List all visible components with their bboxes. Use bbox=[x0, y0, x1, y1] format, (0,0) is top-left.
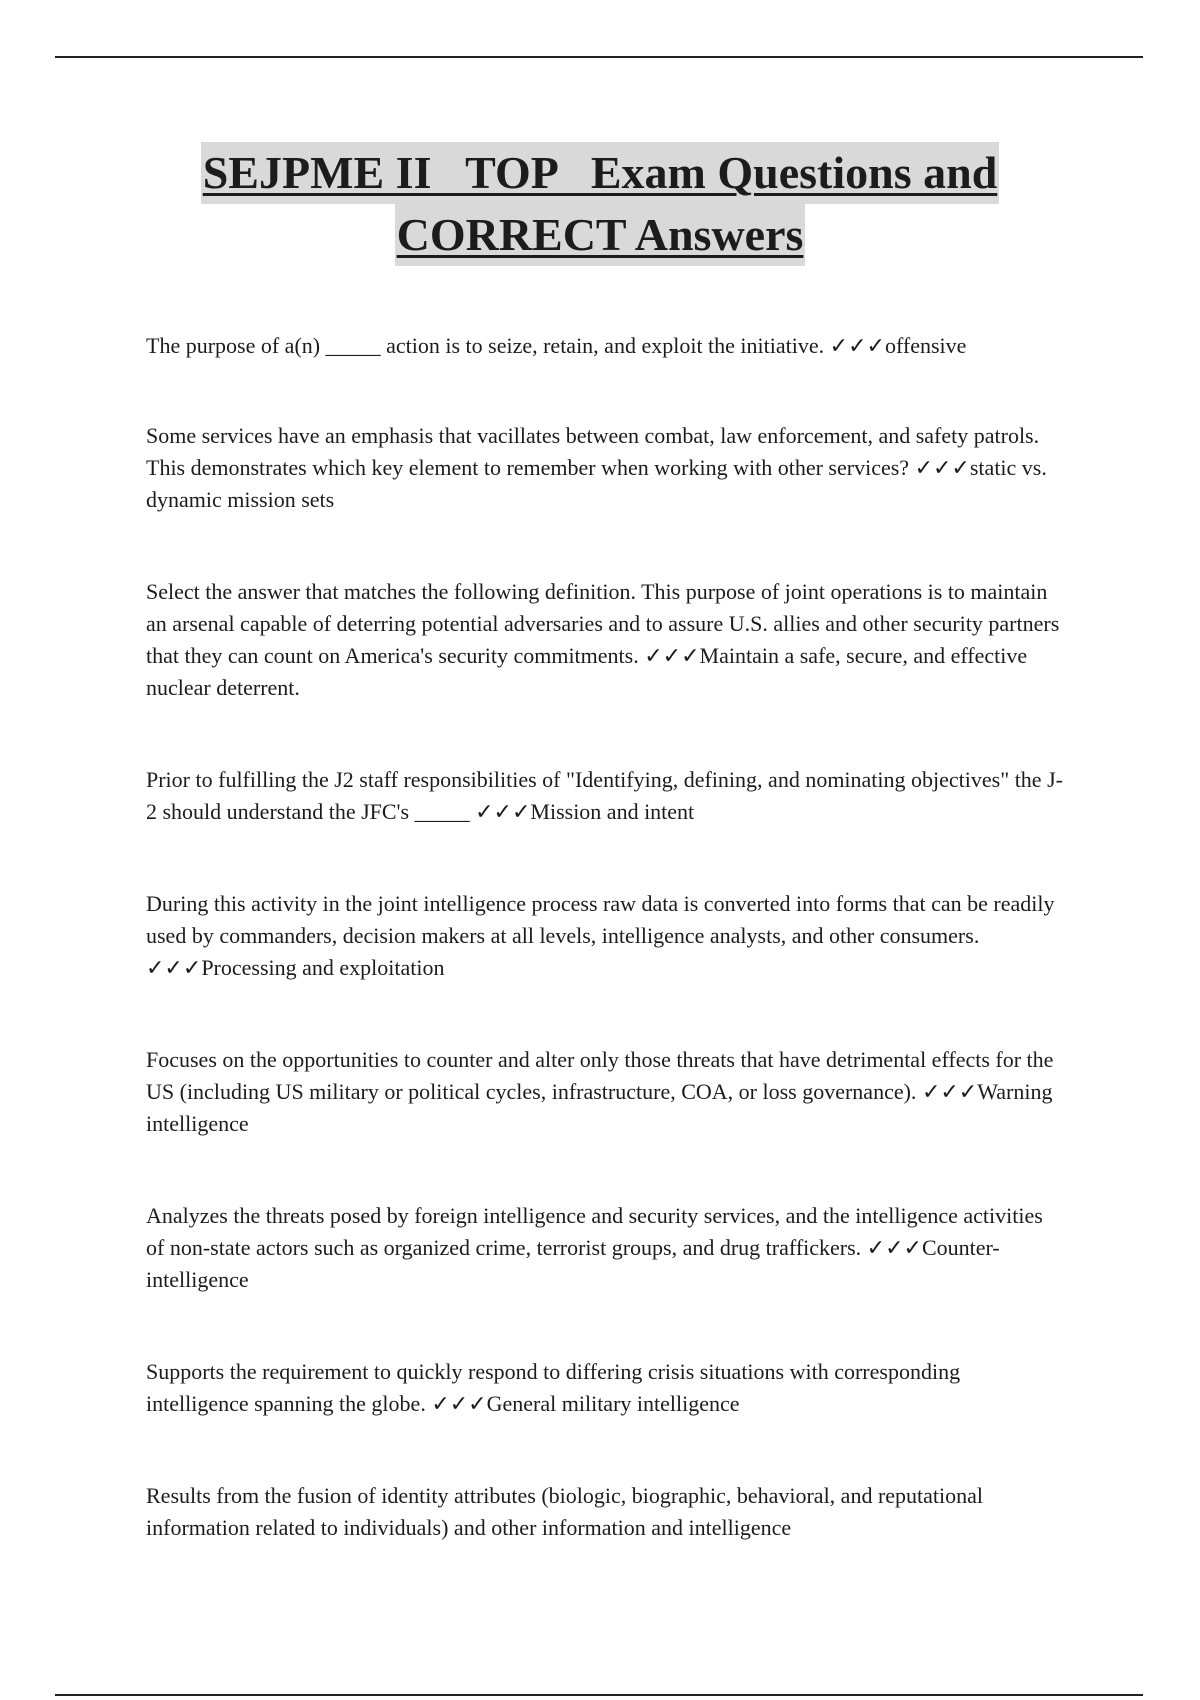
answer-text: Warning intelligence bbox=[146, 1079, 1053, 1136]
check-mark-icon: ✓✓✓ bbox=[431, 1391, 487, 1416]
check-mark-icon: ✓✓✓ bbox=[914, 455, 970, 480]
qa-item bbox=[146, 888, 1066, 984]
question-text: Supports the requirement to quickly respond to differing crisis situations with corresponding intelligence spanning the globe. bbox=[146, 1359, 961, 1416]
qa-list bbox=[146, 330, 1066, 1604]
question-text: Analyzes the threats posed by foreign intelligence and security services, and the intelligence activities of non-state actors such as organized crime, terrorist groups, and drug traffickers. bbox=[146, 1203, 1043, 1260]
title-line-2: CORRECT Answers bbox=[395, 204, 806, 266]
answer-text: General military intelligence bbox=[486, 1391, 740, 1416]
qa-item bbox=[146, 1480, 1066, 1544]
qa-item bbox=[146, 764, 1066, 828]
question-text: Results from the fusion of identity attributes (biologic, biographic, behavioral, and reputational information related to individuals) and other information and intelligence bbox=[146, 1483, 984, 1540]
qa-item bbox=[146, 1356, 1066, 1420]
question-text: During this activity in the joint intelligence process raw data is converted into forms that can be readily used by commanders, decision makers at all levels, intelligence analysts, and other consumers. bbox=[146, 891, 1055, 948]
answer-text: Counter-intelligence bbox=[146, 1235, 1000, 1292]
check-mark-icon: ✓✓✓ bbox=[921, 1079, 978, 1104]
check-mark-icon: ✓✓✓ bbox=[644, 643, 700, 668]
title-line-1: SEJPME II TOP Exam Questions and bbox=[201, 142, 1000, 204]
answer-text: offensive bbox=[884, 333, 967, 358]
question-text: Some services have an emphasis that vacillates between combat, law enforcement, and safety patrols. This demonstrates which key element to remember when working with other services? bbox=[146, 423, 1040, 480]
check-mark-icon: ✓✓✓ bbox=[475, 799, 531, 824]
answer-text: Mission and intent bbox=[530, 799, 695, 824]
document-title bbox=[60, 142, 1140, 266]
check-mark-icon: ✓✓✓ bbox=[146, 955, 202, 980]
question-text: Prior to fulfilling the J2 staff responsibilities of "Identifying, defining, and nominating objectives" the J-2 should understand the JFC's _____ bbox=[146, 767, 1063, 824]
check-mark-icon: ✓✓✓ bbox=[866, 1235, 922, 1260]
answer-text: Processing and exploitation bbox=[201, 955, 445, 980]
bottom-rule bbox=[55, 1694, 1143, 1696]
qa-item bbox=[146, 1200, 1066, 1296]
qa-item bbox=[146, 576, 1066, 704]
question-text: Focuses on the opportunities to counter and alter only those threats that have detrimental effects for the US (including US military or political cycles, infrastructure, COA, or loss governance). bbox=[146, 1047, 1054, 1104]
check-mark-icon: ✓✓✓ bbox=[829, 333, 885, 358]
question-text: Select the answer that matches the following definition. This purpose of joint operations is to maintain an arsenal capable of deterring potential adversaries and to assure U.S. allies and other security partners that they can count on America's security commitments. bbox=[146, 579, 1060, 668]
top-rule bbox=[55, 56, 1143, 58]
qa-item bbox=[146, 420, 1066, 516]
qa-item bbox=[146, 330, 1066, 362]
answer-text: static vs. dynamic mission sets bbox=[146, 455, 1047, 512]
qa-item bbox=[146, 1044, 1066, 1140]
question-text: The purpose of a(n) _____ action is to seize, retain, and exploit the initiative. bbox=[146, 333, 830, 358]
answer-text: Maintain a safe, secure, and effective nuclear deterrent. bbox=[146, 643, 1028, 700]
